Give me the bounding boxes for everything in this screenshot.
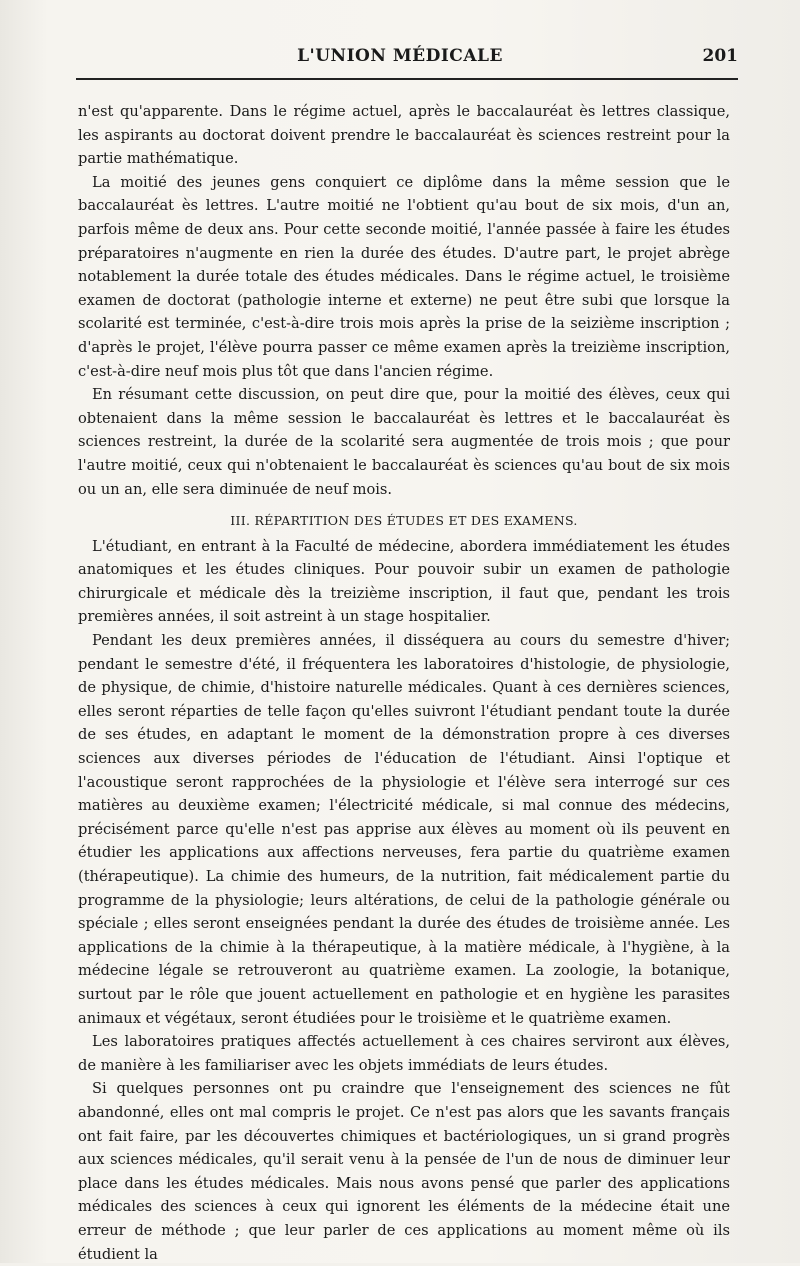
section-title: III. RÉPARTITION DES ÉTUDES ET DES EXAMENS. (230, 513, 578, 529)
body-text (78, 100, 730, 1266)
header-rule (76, 78, 738, 80)
paragraph: L'étudiant, en entrant à la Faculté de médecine, abordera immédiatement les études anatomiques et les études cliniques. Pour pouvoir subir un examen de pathologie chirurgicale et médicale dès la treizième inscription, il faut que, pendant les trois premières années, il soit astreint à un stage hospitalier. (78, 537, 730, 626)
paragraph: La moitié des jeunes gens conquiert ce diplôme dans la même session que le baccalauréat ès lettres. L'autre moitié ne l'obtient qu'au bout de six mois, d'un an, parfois même de deux ans. Pour cette seconde moitié, l'année passée à faire les études préparatoires n'augmente en rien la durée des études. D'autre part, le projet abrège notablement la durée totale des études médicales. Dans le régime actuel, le troisième examen de doctorat (pathologie interne et externe) ne peut être subi que lorsque la scolarité est terminée, c'est-à-dire trois mois après la prise de la seizième inscription ; d'après le projet, l'élève pourra passer ce même examen après la treizième inscription, c'est-à-dire neuf mois plus tôt que dans l'ancien régime. (78, 173, 730, 380)
paragraph: Si quelques personnes ont pu craindre que l'enseignement des sciences ne fût abandonné, elles ont mal compris le projet. Ce n'est pas alors que les savants français ont fait faire, par les découvertes chimiques et bactériologiques, un si grand progrès aux sciences médicales, qu'il serait venu à la pensée de l'un de nous de diminuer leur place dans les études médicales. Mais nous avons pensé que parler des applications médicales des sciences à ceux qui ignorent les éléments de la médecine était une erreur de méthode ; que leur parler de ces applications au moment même où ils étudient la (78, 1080, 730, 1263)
page-header (0, 44, 800, 80)
paragraph: Les laboratoires pratiques affectés actuellement à ces chaires serviront aux élèves, de manière à les familiariser avec les objets immédiats de leurs études. (78, 1033, 730, 1074)
paragraph: En résumant cette discussion, on peut dire que, pour la moitié des élèves, ceux qui obtenaient dans la même session le baccalauréat ès lettres et le baccalauréat ès sciences restreint, la durée de la scolarité sera augmentée de trois mois ; que pour l'autre moitié, ceux qui n'obtenaient le baccalauréat ès sciences qu'au bout de six mois ou un an, elle sera diminuée de neuf mois. (78, 386, 730, 498)
running-title: L'UNION MÉDICALE (297, 46, 503, 66)
page-number: 201 (702, 46, 738, 66)
paragraph: Pendant les deux premières années, il disséquera au cours du semestre d'hiver; pendant le semestre d'été, il fréquentera les laboratoires d'histologie, de physiologie, de physique, de chimie, d'histoire naturelle médicales. Quant à ces dernières sciences, elles seront réparties de telle façon qu'elles suivront l'étudiant pendant toute la durée de ses études, en adaptant le moment de la démonstration propre à ces diverses sciences aux diverses périodes de l'éducation de l'étudiant. Ainsi l'optique et l'acoustique seront rapprochées de la physiologie et l'élève sera interrogé sur ces matières au deuxième examen; l'électricité médicale, si mal connue des médecins, précisément parce qu'elle n'est pas apprise aux élèves au moment où ils peuvent en étudier les applications aux affections nerveuses, fera partie du quatrième examen (thérapeutique). La chimie des humeurs, de la nutrition, fait médicalement partie du programme de la physiologie; leurs altérations, de celui de la pathologie générale ou spéciale ; elles seront enseignées pendant la durée des études de troisième année. Les applications de la chimie à la thérapeutique, à la matière médicale, à l'hygiène, à la médecine légale se retrouveront au quatrième examen. La zoologie, la botanique, surtout par le rôle que jouent actuellement en pathologie et en hygiène les parasites animaux et végétaux, seront étudiées pour le troisième et le quatrième examen. (78, 632, 730, 1027)
paragraph: n'est qu'apparente. Dans le régime actuel, après le baccalauréat ès lettres classique, les aspirants au doctorat doivent prendre le baccalauréat ès sciences restreint pour la partie mathématique. (78, 103, 730, 168)
